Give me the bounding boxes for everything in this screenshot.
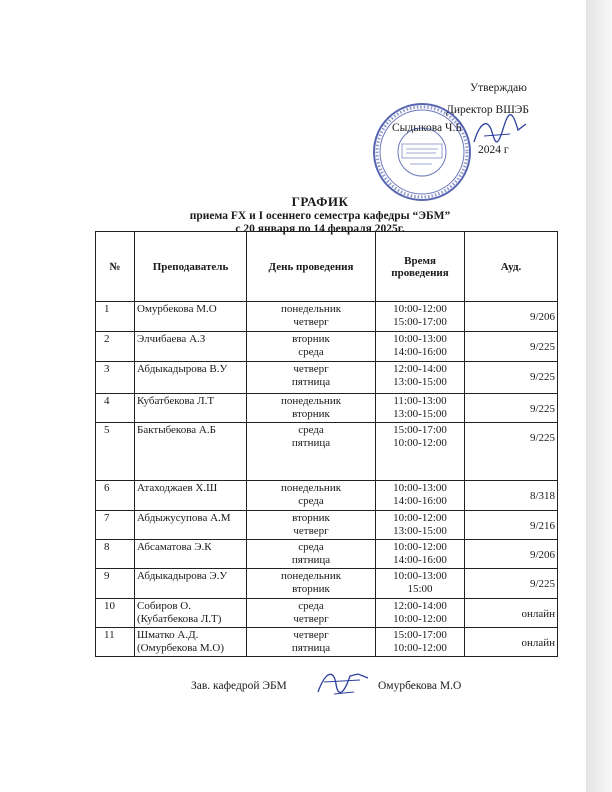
row-number: 9: [96, 569, 135, 599]
teacher-name: Бактыбекова А.Б: [137, 424, 216, 436]
time-cell: [376, 569, 465, 599]
day-second: среда: [298, 346, 324, 358]
time-first: 11:00-13:00: [393, 395, 447, 407]
time-cell: [376, 423, 465, 481]
teacher-cell: [135, 394, 247, 423]
header-time: Время проведения: [376, 232, 465, 302]
teacher-cell: [135, 332, 247, 362]
room-value: 9/225: [529, 432, 555, 444]
room-value: 9/225: [529, 371, 555, 383]
document-title: ГРАФИК: [291, 194, 349, 209]
table-row: [96, 599, 558, 628]
table-row: [96, 362, 558, 394]
teacher-name: Абсаматова Э.К: [137, 541, 212, 553]
row-number: 1: [96, 302, 135, 332]
time-cell: [376, 599, 465, 628]
room-value: 9/225: [529, 403, 555, 415]
teacher-cell: [135, 481, 247, 511]
room-value: 8/318: [529, 490, 555, 502]
day-cell: [247, 332, 376, 362]
room-cell: [465, 332, 558, 362]
room-cell: [465, 511, 558, 540]
time-cell: [376, 540, 465, 569]
time-first: 12:00-14:00: [393, 363, 447, 375]
day-first: четверг: [293, 363, 329, 375]
day-cell: [247, 302, 376, 332]
teacher-cell: [135, 540, 247, 569]
day-second: пятница: [291, 554, 331, 566]
time-cell: [376, 628, 465, 657]
table-row: [96, 511, 558, 540]
day-first: среда: [298, 600, 324, 612]
time-first: 12:00-14:00: [393, 600, 447, 612]
time-cell: [376, 332, 465, 362]
time-second: 14:00-16:00: [393, 554, 447, 566]
time-first: 10:00-12:00: [393, 303, 447, 315]
room-cell: [465, 481, 558, 511]
day-cell: [247, 362, 376, 394]
table-row: [96, 481, 558, 511]
day-second: пятница: [291, 642, 331, 654]
time-first: 10:00-12:00: [393, 512, 447, 524]
day-second: вторник: [292, 583, 330, 595]
time-cell: [376, 362, 465, 394]
teacher-cell: [135, 511, 247, 540]
teacher-name: Атаходжаев Х.Ш: [137, 482, 218, 494]
room-cell: [465, 569, 558, 599]
room-value: онлайн: [521, 637, 555, 649]
time-second: 10:00-12:00: [393, 613, 447, 625]
day-cell: [247, 511, 376, 540]
time-first: 15:00-17:00: [393, 629, 447, 641]
day-second: четверг: [293, 613, 329, 625]
row-number: 11: [96, 628, 135, 657]
room-cell: [465, 362, 558, 394]
day-cell: [247, 599, 376, 628]
teacher-name: Абдыжусупова А.М: [137, 512, 231, 524]
row-number: 5: [96, 423, 135, 481]
room-cell: [465, 394, 558, 423]
header-teacher: Преподаватель: [135, 232, 247, 302]
day-cell: [247, 628, 376, 657]
time-cell: [376, 511, 465, 540]
teacher-cell: [135, 423, 247, 481]
document-subtitle: приема FX и I осеннего семестра кафедры “ЭБМ”: [189, 210, 451, 222]
room-cell: [465, 302, 558, 332]
table-row: [96, 569, 558, 599]
official-stamp: [370, 100, 474, 204]
row-number: 7: [96, 511, 135, 540]
day-second: среда: [298, 495, 324, 507]
director-signature: [470, 112, 530, 152]
time-first: 10:00-13:00: [393, 570, 447, 582]
time-cell: [376, 302, 465, 332]
time-cell: [376, 481, 465, 511]
row-number: 3: [96, 362, 135, 394]
table-row: [96, 423, 558, 481]
time-first: 15:00-17:00: [393, 424, 447, 436]
teacher-cell: [135, 302, 247, 332]
room-value: 9/225: [529, 578, 555, 590]
teacher-cell: [135, 599, 247, 628]
time-second: 13:00-15:00: [393, 408, 447, 420]
teacher-name: Абдыкадырова Э.У: [137, 570, 228, 582]
time-second: 10:00-12:00: [393, 437, 447, 449]
header-num: №: [96, 232, 135, 302]
day-second: четверг: [293, 316, 329, 328]
day-cell: [247, 569, 376, 599]
table-header-row: [96, 232, 558, 302]
teacher-cell: [135, 362, 247, 394]
room-cell: [465, 628, 558, 657]
row-number: 4: [96, 394, 135, 423]
table-row: [96, 628, 558, 657]
room-cell: [465, 423, 558, 481]
teacher-name: Абдыкадырова В.У: [137, 363, 228, 375]
teacher-name: Элчибаева А.З: [137, 333, 206, 345]
time-cell: [376, 394, 465, 423]
day-first: среда: [298, 541, 324, 553]
day-cell: [247, 394, 376, 423]
time-second: 13:00-15:00: [393, 525, 447, 537]
row-number: 6: [96, 481, 135, 511]
day-second: вторник: [292, 408, 330, 420]
teacher-name: Шматко А.Д. (Омурбекова М.О): [137, 629, 225, 654]
day-cell: [247, 540, 376, 569]
day-first: четверг: [293, 629, 329, 641]
teacher-name: Кубатбекова Л.Т: [137, 395, 215, 407]
table-row: [96, 302, 558, 332]
room-value: онлайн: [521, 608, 555, 620]
day-first: понедельник: [280, 395, 342, 407]
day-first: вторник: [292, 512, 330, 524]
day-first: среда: [298, 424, 324, 436]
approval-date: 2024 г: [478, 144, 509, 156]
time-second: 10:00-12:00: [393, 642, 447, 654]
room-value: 9/225: [529, 341, 555, 353]
time-second: 14:00-16:00: [393, 495, 447, 507]
page-edge: [586, 0, 612, 792]
time-second: 14:00-16:00: [393, 346, 447, 358]
row-number: 10: [96, 599, 135, 628]
room-cell: [465, 599, 558, 628]
approval-position: Директор ВШЭБ: [446, 104, 530, 116]
room-value: 9/206: [529, 549, 555, 561]
footer-position: Зав. кафедрой ЭБМ: [191, 680, 287, 692]
footer-name: Омурбекова М.О: [378, 680, 462, 692]
header-room: Ауд.: [465, 232, 558, 302]
day-second: пятница: [291, 437, 331, 449]
room-cell: [465, 540, 558, 569]
room-value: 9/216: [529, 520, 555, 532]
day-first: вторник: [292, 333, 330, 345]
schedule-table: [95, 231, 558, 657]
time-second: 15:00-17:00: [393, 316, 447, 328]
document-period: с 20 января по 14 февраля 2025г.: [235, 223, 405, 235]
day-cell: [247, 481, 376, 511]
table-row: [96, 540, 558, 569]
day-cell: [247, 423, 376, 481]
head-signature: [314, 666, 372, 698]
day-first: понедельник: [280, 303, 342, 315]
time-first: 10:00-13:00: [393, 333, 447, 345]
teacher-cell: [135, 569, 247, 599]
teacher-name: Собиров О. (Кубатбекова Л.Т): [137, 600, 222, 625]
teacher-cell: [135, 628, 247, 657]
time-first: 10:00-13:00: [393, 482, 447, 494]
header-day: День проведения: [247, 232, 376, 302]
approval-name: Сыдыкова Ч.Б: [392, 122, 462, 134]
table-row: [96, 332, 558, 362]
day-first: понедельник: [280, 482, 342, 494]
day-second: четверг: [293, 525, 329, 537]
time-second: 15:00: [407, 583, 433, 595]
title-block: [100, 194, 540, 236]
time-second: 13:00-15:00: [393, 376, 447, 388]
room-value: 9/206: [529, 311, 555, 323]
approval-title: Утверждаю: [470, 82, 527, 94]
time-first: 10:00-12:00: [393, 541, 447, 553]
row-number: 8: [96, 540, 135, 569]
day-first: понедельник: [280, 570, 342, 582]
teacher-name: Омурбекова М.О: [137, 303, 217, 315]
row-number: 2: [96, 332, 135, 362]
day-second: пятница: [291, 376, 331, 388]
table-row: [96, 394, 558, 423]
